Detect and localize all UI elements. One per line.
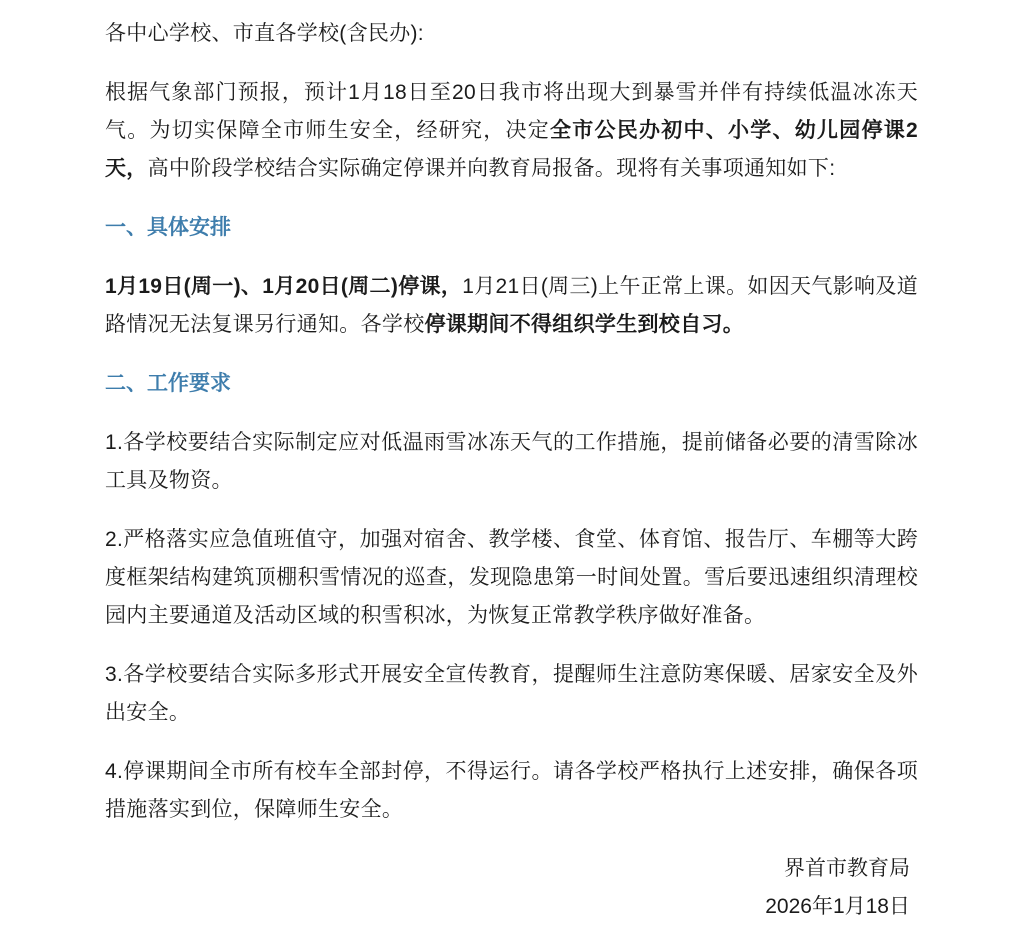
notice-item-1: 1.各学校要结合实际制定应对低温雨雪冰冻天气的工作措施，提前储备必要的清雪除冰工具及物资。: [105, 431, 918, 492]
salutation: 各中心学校、市直各学校(含民办):: [105, 22, 424, 45]
signature-block: [105, 850, 918, 926]
date: 2026年1月18日: [765, 895, 910, 918]
section-1-heading: 一、具体安排: [105, 216, 231, 239]
notice-item-4: 4.停课期间全市所有校车全部封停，不得运行。请各学校严格执行上述安排，确保各项措施落实到位，保障师生安全。: [105, 760, 918, 821]
signature: 界首市教育局: [784, 857, 910, 880]
intro-paragraph: 根据气象部门预报，预计1月18日至20日我市将出现大到暴雪并伴有持续低温冰冻天气。为切实保障全市师生安全，经研究，决定全市公民办初中、小学、幼儿园停课2天，高中阶段学校结合实际确定停课并向教育局报备。现将有关事项通知如下:: [105, 81, 919, 180]
section-2-heading: 二、工作要求: [105, 372, 231, 395]
notice-item-3: 3.各学校要结合实际多形式开展安全宣传教育，提醒师生注意防寒保暖、居家安全及外出安全。: [105, 663, 918, 724]
section-1-paragraph: 1月19日(周一)、1月20日(周二)停课，1月21日(周三)上午正常上课。如因天气影响及道路情况无法复课另行通知。各学校停课期间不得组织学生到校自习。: [105, 275, 918, 336]
notice-item-2: 2.严格落实应急值班值守，加强对宿舍、教学楼、食堂、体育馆、报告厅、车棚等大跨度框架结构建筑顶棚积雪情况的巡查，发现隐患第一时间处置。雪后要迅速组织清理校园内主要通道及活动区域的积雪积冰，为恢复正常教学秩序做好准备。: [105, 528, 918, 627]
